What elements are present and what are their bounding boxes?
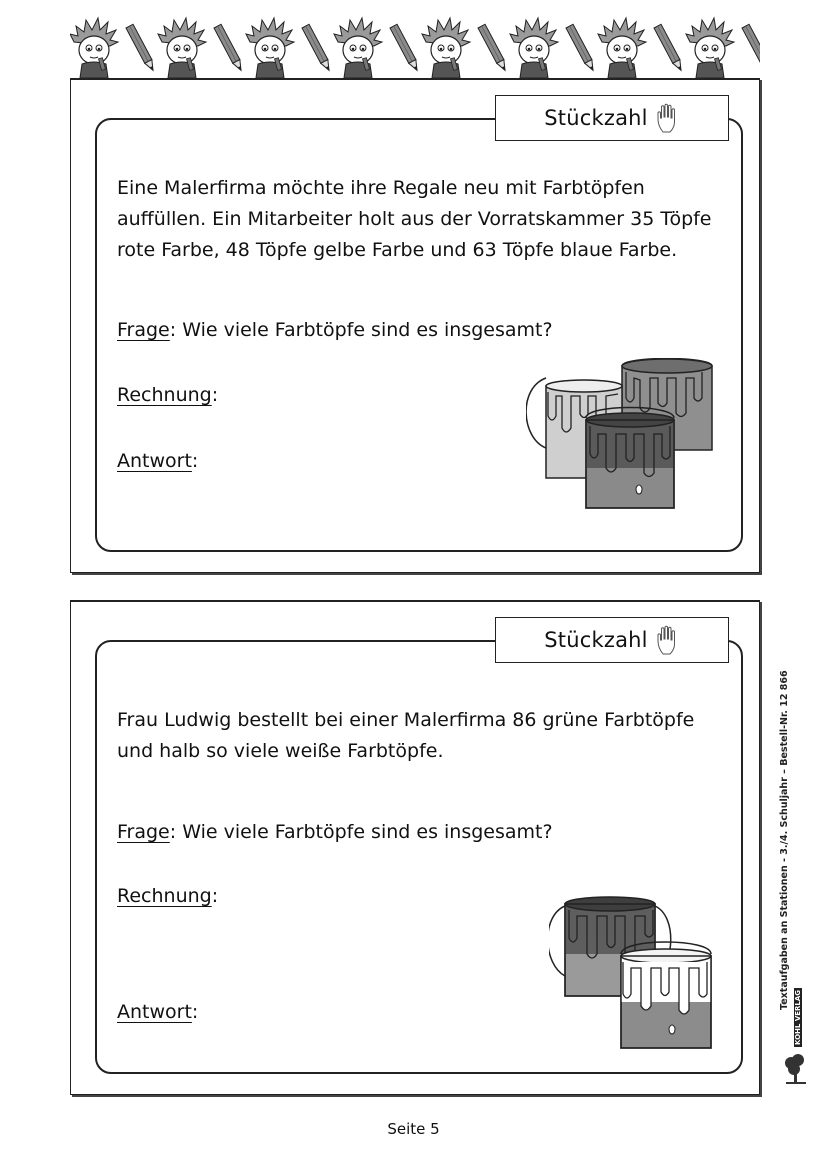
question-text: : Wie viele Farbtöpfe sind es insgesamt? (169, 319, 553, 341)
task-card-2-calculation (117, 881, 218, 912)
calculation-colon: : (211, 384, 219, 406)
task-card-1-question (117, 315, 553, 346)
task-card-1-calculation (117, 380, 218, 411)
side-note-text: Textaufgaben an Stationen - 3./4. Schuljahr – Bestell-Nr. 12 866 (779, 670, 790, 1010)
tree-logo-icon (782, 1051, 810, 1085)
task-card-1 (70, 78, 760, 573)
problem-line: auffüllen. Ein Mitarbeiter holt aus der Vorratskammer 35 Töpfe (117, 208, 712, 230)
publisher-name: KOHL VERLAG (794, 989, 802, 1045)
answer-label: Antwort (117, 1001, 192, 1023)
problem-line: Frau Ludwig bestellt bei einer Malerfirma 86 grüne Farbtöpfe (117, 709, 695, 731)
header-decoration (70, 14, 760, 80)
problem-line: Eine Malerfirma möchte ihre Regale neu mit Farbtöpfen (117, 177, 645, 199)
hand-icon (656, 103, 680, 133)
side-note (778, 670, 818, 1105)
task-card-1-problem (117, 173, 712, 266)
calculation-label: Rechnung (117, 885, 212, 907)
problem-line: rote Farbe, 48 Töpfe gelbe Farbe und 63 Töpfe blaue Farbe. (117, 239, 678, 261)
task-card-2 (70, 600, 760, 1095)
task-card-2-problem (117, 705, 694, 767)
publisher-logo (782, 989, 810, 1085)
paint-buckets-illustration (526, 358, 716, 533)
answer-colon: : (191, 1001, 199, 1023)
question-label: Frage (117, 821, 170, 843)
problem-line: und halb so viele weiße Farbtöpfe. (117, 740, 444, 762)
task-card-2-answer (117, 997, 198, 1028)
question-label: Frage (117, 319, 170, 341)
task-card-1-title (495, 95, 729, 141)
paint-buckets-illustration (549, 894, 719, 1059)
task-card-2-title-text: Stückzahl (544, 628, 648, 652)
calculation-label: Rechnung (117, 384, 212, 406)
task-card-1-answer (117, 446, 198, 477)
task-card-1-title-text: Stückzahl (544, 106, 648, 130)
task-card-2-question (117, 817, 553, 848)
question-text: : Wie viele Farbtöpfe sind es insgesamt? (169, 821, 553, 843)
task-card-2-title (495, 617, 729, 663)
answer-label: Antwort (117, 450, 192, 472)
hand-icon (656, 625, 680, 655)
child-pencil-border-icon (70, 14, 760, 80)
calculation-colon: : (211, 885, 219, 907)
page-number: Seite 5 (387, 1120, 440, 1138)
answer-colon: : (191, 450, 199, 472)
